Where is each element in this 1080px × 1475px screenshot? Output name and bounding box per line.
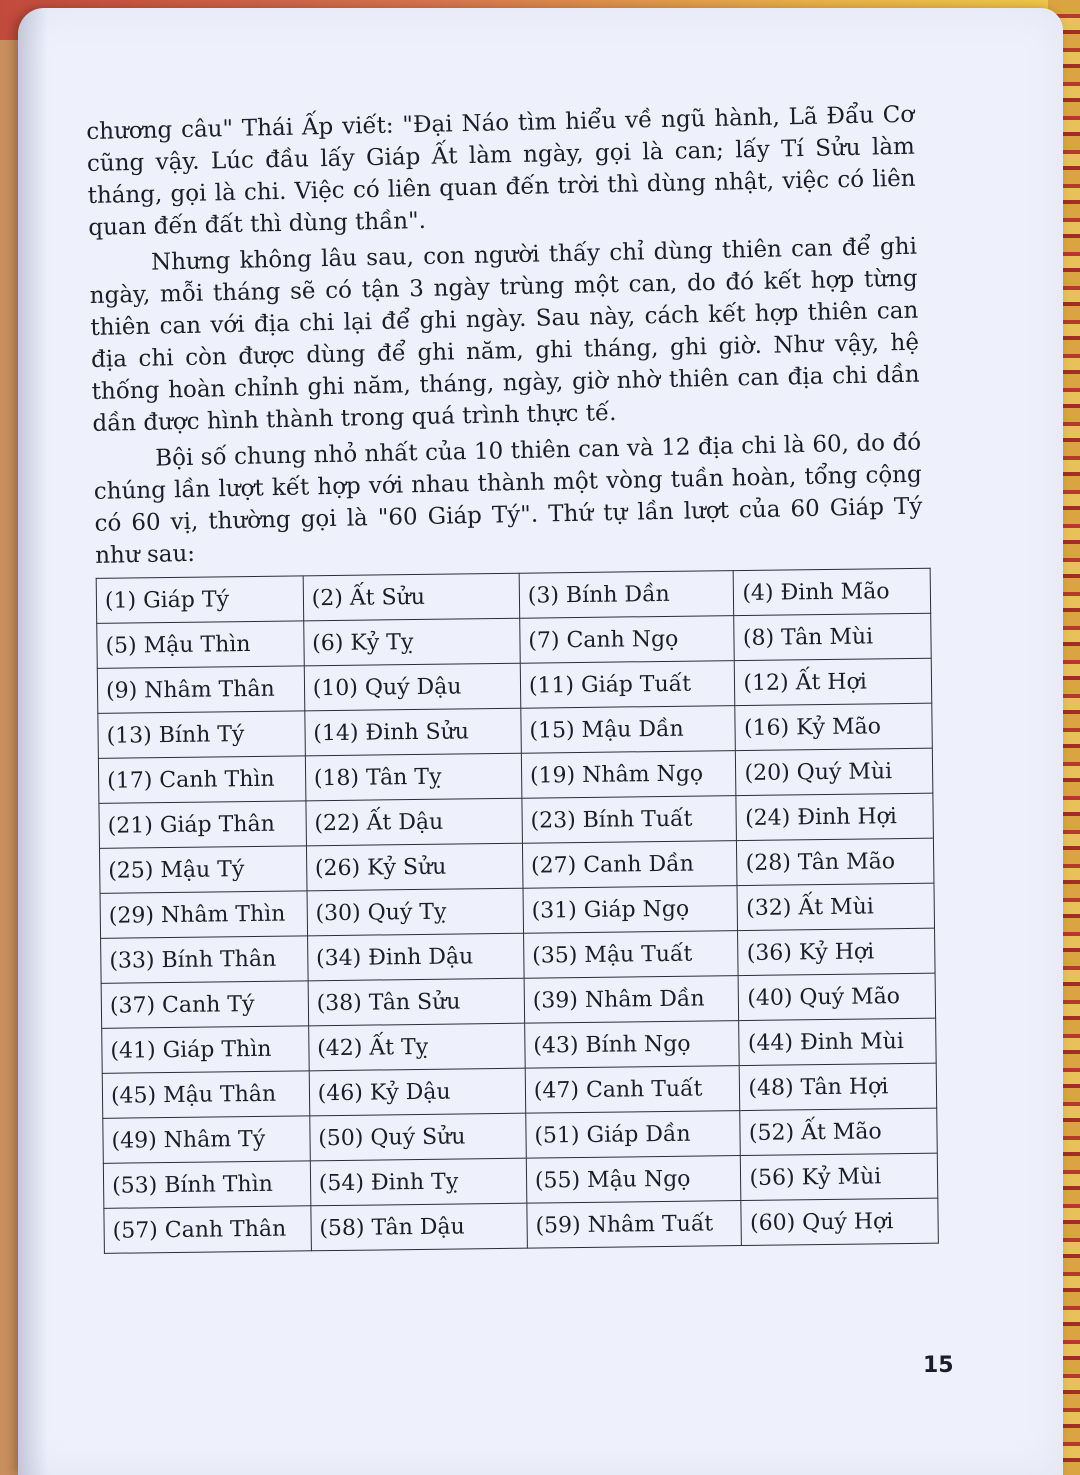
table-cell: (4) Đinh Mão bbox=[734, 568, 931, 615]
table-body bbox=[96, 568, 938, 1253]
table-cell: (16) Kỷ Mão bbox=[735, 703, 932, 750]
table-cell: (51) Giáp Dần bbox=[526, 1111, 741, 1159]
table-cell: (46) Kỷ Dậu bbox=[309, 1068, 526, 1116]
table-cell: (53) Bính Thìn bbox=[103, 1161, 310, 1209]
table-cell: (47) Canh Tuất bbox=[525, 1066, 740, 1114]
paragraph-1: chương câu" Thái Ấp viết: "Đại Náo tìm hiểu về ngũ hành, Lã Đẩu Cơ cũng vậy. Lúc đầu lấy Giáp Ất làm ngày, gọi là can; lấy Tí Sửu làm tháng, gọi là chi. Việc có liên quan đến trời thì dùng nhật, việc có liên quan đến đất thì dùng thần". bbox=[86, 101, 916, 241]
table-cell: (50) Quý Sửu bbox=[309, 1113, 526, 1161]
table-cell: (40) Quý Mão bbox=[739, 973, 936, 1020]
table-cell: (19) Nhâm Ngọ bbox=[521, 751, 736, 799]
table-cell: (3) Bính Dần bbox=[519, 571, 734, 619]
table-cell: (58) Tân Dậu bbox=[311, 1203, 528, 1251]
table-cell: (57) Canh Thân bbox=[104, 1206, 311, 1254]
table-cell: (30) Quý Tỵ bbox=[307, 888, 524, 936]
table-cell: (20) Quý Mùi bbox=[736, 748, 933, 795]
page-content bbox=[86, 99, 938, 1254]
sexagenary-cycle-table bbox=[96, 568, 939, 1254]
table-cell: (5) Mậu Thìn bbox=[97, 621, 304, 669]
table-cell: (24) Đinh Hợi bbox=[736, 793, 933, 840]
table-cell: (52) Ất Mão bbox=[740, 1108, 937, 1155]
table-cell: (12) Ất Hợi bbox=[735, 658, 932, 705]
table-cell: (2) Ất Sửu bbox=[303, 573, 520, 621]
page-number: 15 bbox=[923, 1353, 954, 1378]
paragraph-3: Bội số chung nhỏ nhất của 10 thiên can và 12 địa chi là 60, do đó chúng lần lượt kết hợp với nhau thành một vòng tuần hoàn, tổng cộng có 60 vị, thường gọi là "60 Giáp Tý". Thứ tự lần lượt của 60 Giáp Tý như sau: bbox=[93, 429, 923, 569]
table-cell: (31) Giáp Ngọ bbox=[523, 886, 738, 934]
table-cell: (8) Tân Mùi bbox=[734, 613, 931, 660]
table-cell: (38) Tân Sửu bbox=[308, 978, 525, 1026]
table-cell: (56) Kỷ Mùi bbox=[741, 1153, 938, 1200]
table-cell: (39) Nhâm Dần bbox=[524, 976, 739, 1024]
table-cell: (41) Giáp Thìn bbox=[102, 1026, 309, 1074]
table-cell: (29) Nhâm Thìn bbox=[100, 891, 307, 939]
table-cell: (48) Tân Hợi bbox=[740, 1063, 937, 1110]
table-cell: (44) Đinh Mùi bbox=[739, 1018, 936, 1065]
paragraph-2: Nhưng không lâu sau, con người thấy chỉ dùng thiên can để ghi ngày, mỗi tháng sẽ có tận 3 ngày trùng một can, do đó kết hợp từng thiên can với địa chi lại để ghi ngày. Sau này, cách kết hợp thiên can địa chi còn được dùng để ghi năm, ghi tháng, ghi giờ. Như vậy, hệ thống hoàn chỉnh ghi năm, tháng, ngày, giờ nhờ thiên can địa chi dần dần được hình thành trong quá trình thực tế. bbox=[89, 233, 920, 437]
book-page bbox=[18, 8, 1063, 1475]
table-cell: (36) Kỷ Hợi bbox=[738, 928, 935, 975]
table-cell: (17) Canh Thìn bbox=[98, 756, 305, 804]
table-cell: (15) Mậu Dần bbox=[521, 706, 736, 754]
table-cell: (55) Mậu Ngọ bbox=[526, 1156, 741, 1204]
table-cell: (13) Bính Tý bbox=[98, 711, 305, 759]
table-cell: (10) Quý Dậu bbox=[304, 663, 521, 711]
table-cell: (43) Bính Ngọ bbox=[525, 1021, 740, 1069]
table-cell: (26) Kỷ Sửu bbox=[306, 843, 523, 891]
table-cell: (1) Giáp Tý bbox=[96, 576, 303, 624]
spine-shadow bbox=[18, 8, 48, 1475]
table-cell: (11) Giáp Tuất bbox=[520, 661, 735, 709]
table-cell: (34) Đinh Dậu bbox=[307, 933, 524, 981]
table-cell: (42) Ất Tỵ bbox=[308, 1023, 525, 1071]
table-cell: (37) Canh Tý bbox=[101, 981, 308, 1029]
table-cell: (33) Bính Thân bbox=[101, 936, 308, 984]
table-cell: (27) Canh Dần bbox=[522, 841, 737, 889]
table-cell: (18) Tân Tỵ bbox=[305, 753, 522, 801]
table-cell: (32) Ất Mùi bbox=[737, 883, 934, 930]
table-cell: (22) Ất Dậu bbox=[306, 798, 523, 846]
table-row bbox=[104, 1198, 938, 1253]
table-cell: (9) Nhâm Thân bbox=[97, 666, 304, 714]
table-cell: (60) Quý Hợi bbox=[741, 1198, 938, 1245]
table-cell: (25) Mậu Tý bbox=[99, 846, 306, 894]
table-cell: (59) Nhâm Tuất bbox=[527, 1201, 742, 1249]
table-cell: (45) Mậu Thân bbox=[102, 1071, 309, 1119]
table-cell: (14) Đinh Sửu bbox=[305, 708, 522, 756]
sexagenary-cycle-table-wrapper bbox=[96, 568, 932, 1254]
table-cell: (28) Tân Mão bbox=[737, 838, 934, 885]
table-cell: (6) Kỷ Tỵ bbox=[303, 618, 520, 666]
table-cell: (35) Mậu Tuất bbox=[523, 931, 738, 979]
table-cell: (23) Bính Tuất bbox=[522, 796, 737, 844]
table-cell: (21) Giáp Thân bbox=[99, 801, 306, 849]
table-cell: (49) Nhâm Tý bbox=[103, 1116, 310, 1164]
table-cell: (54) Đinh Tỵ bbox=[310, 1158, 527, 1206]
table-cell: (7) Canh Ngọ bbox=[520, 616, 735, 664]
